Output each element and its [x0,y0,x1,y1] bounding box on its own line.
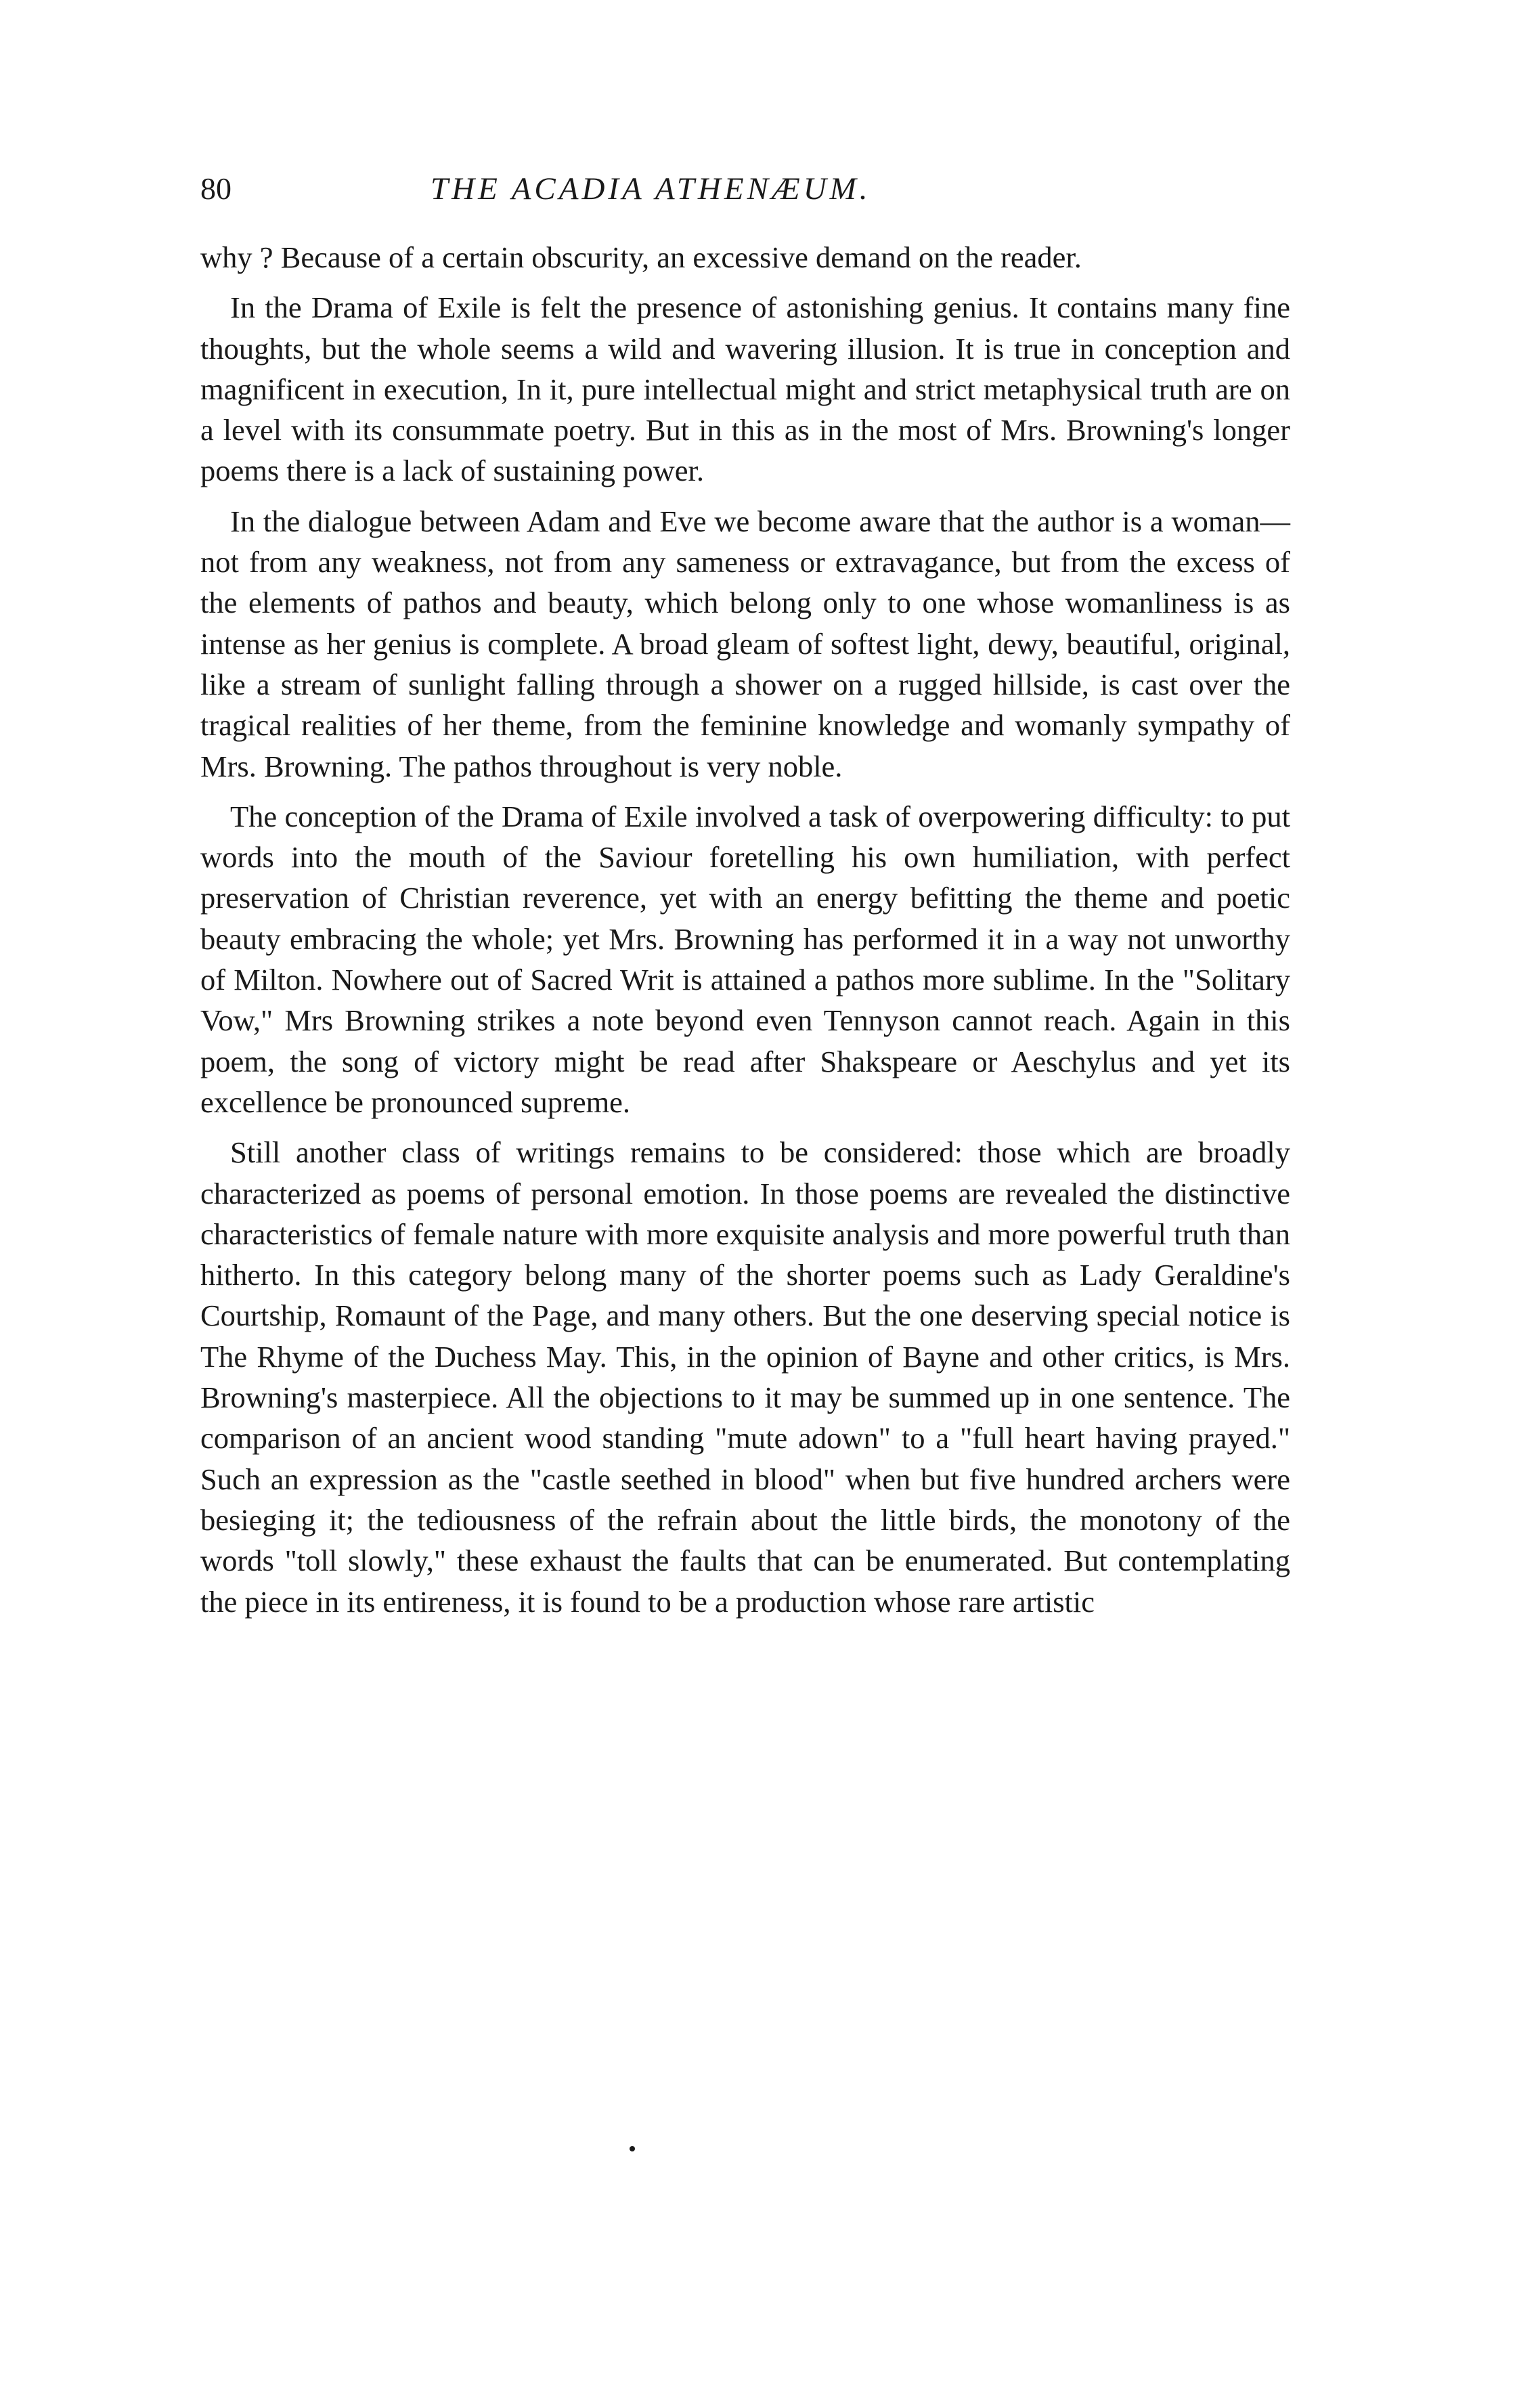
paragraph-drama-of-exile: In the Drama of Exile is felt the presence of astonishing genius. It contains many fine thoughts, but the whole seems a wild and wavering illusion. It is true in conception and magnificent in execution, In it, pure intellectual might and strict metaphysical truth are on a level with its consummate poetry. But in this as in the most of Mrs. Browning's longer poems there is a lack of sustaining power. [200,290,1290,488]
page-number: 80 [200,171,232,206]
paragraph-continuation: why ? Because of a certain obscurity, an excessive demand on the reader. [200,240,1082,274]
printer-mark [630,2146,635,2151]
page [200,169,1290,1632]
paragraph-personal-emotion: Still another class of writings remains to be considered: those which are broadly characterized as poems of personal emotion. In those poems are revealed the distinctive characteristics of female nature with more exquisite analysis and more powerful truth than hitherto. In this category belong many of the shorter poems such as Lady Geraldine's Courtship, Romaunt of the Page, and many others. But the one deserving special notice is The Rhyme of the Duchess May. This, in the opinion of Bayne and other critics, is Mrs. Browning's masterpiece. All the objections to it may be summed up in one sentence. The comparison of an ancient wood standing "mute adown" to a "full heart having prayed." Such an expression as the "castle seethed in blood" when but five hundred archers were besieging it; the tediousness of the refrain about the little birds, the monotony of the words "toll slowly," these exhaust the faults that can be enumerated. But contemplating the piece in its entireness, it is found to be a production whose rare artistic [200,1135,1290,1619]
article-body [200,237,1290,1622]
running-title: THE ACADIA ATHENÆUM. [431,171,871,206]
page-header [200,169,1290,217]
paragraph-adam-and-eve: In the dialogue between Adam and Eve we become aware that the author is a woman—not from any weakness, not from any sameness or extravagance, but from the excess of the elements of pathos and beauty, which belong only to one whose womanliness is as intense as her genius is complete. A broad gleam of softest light, dewy, beautiful, original, like a stream of sunlight falling through a shower on a rugged hillside, is cast over the tragical realities of her theme, from the feminine knowledge and womanly sympathy of Mrs. Browning. The pathos throughout is very noble. [200,504,1290,783]
paragraph-conception: The conception of the Drama of Exile involved a task of overpowering difficulty: to put words into the mouth of the Saviour foretelling his own humiliation, with perfect preservation of Christian reverence, yet with an energy befitting the theme and poetic beauty embracing the whole; yet Mrs. Browning has performed it in a way not unworthy of Milton. Nowhere out of Sacred Writ is attained a pathos more sublime. In the "Solitary Vow," Mrs Browning strikes a note beyond even Tennyson cannot reach. Again in this poem, the song of victory might be read after Shakspeare or Aeschylus and yet its excellence be pronounced supreme. [200,799,1290,1119]
